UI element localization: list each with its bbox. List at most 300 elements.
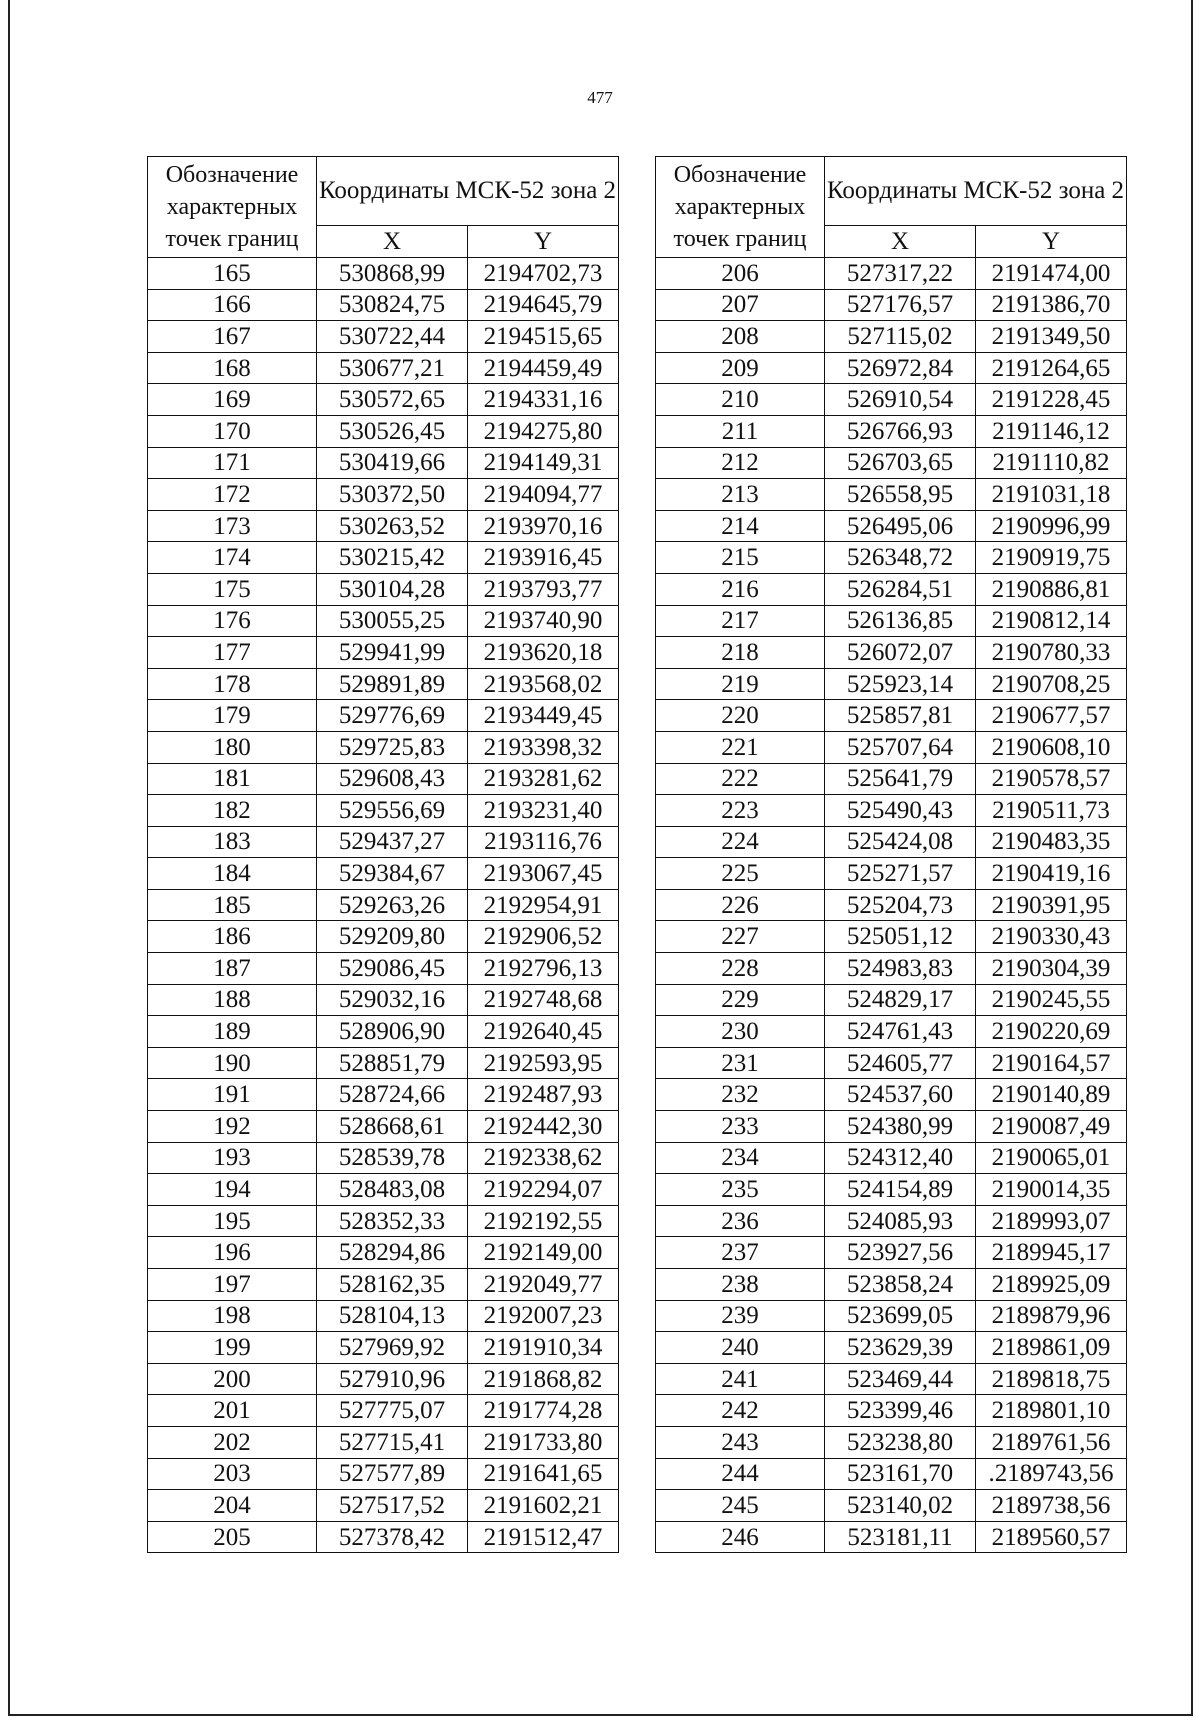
x-coordinate-cell: 529556,69: [317, 795, 468, 827]
x-coordinate-cell: 523399,46: [825, 1395, 976, 1427]
x-coordinate-cell: 526558,95: [825, 479, 976, 511]
table-row: [148, 858, 619, 890]
table-row: [656, 637, 1127, 669]
table-row: [148, 1269, 619, 1301]
point-number-cell: 222: [656, 763, 825, 795]
y-coordinate-cell: 2193116,76: [468, 826, 619, 858]
y-coordinate-cell: 2190780,33: [976, 637, 1127, 669]
y-coordinate-cell: 2193281,62: [468, 763, 619, 795]
y-coordinate-cell: 2190391,95: [976, 889, 1127, 921]
x-coordinate-cell: 527577,89: [317, 1458, 468, 1490]
table-row: [148, 921, 619, 953]
x-coordinate-cell: 524761,43: [825, 1016, 976, 1048]
point-number-cell: 235: [656, 1174, 825, 1206]
table-row: [656, 1174, 1127, 1206]
coordinates-table-right: [655, 156, 1127, 1553]
point-number-cell: 172: [148, 479, 317, 511]
x-coordinate-cell: 525271,57: [825, 858, 976, 890]
x-coordinate-cell: 525424,08: [825, 826, 976, 858]
y-coordinate-cell: 2193449,45: [468, 700, 619, 732]
table-row: [656, 953, 1127, 985]
point-number-cell: 191: [148, 1079, 317, 1111]
point-number-cell: 170: [148, 415, 317, 447]
y-coordinate-cell: .2189743,56: [976, 1458, 1127, 1490]
table-row: [148, 479, 619, 511]
table-row: [148, 1047, 619, 1079]
point-number-cell: 171: [148, 447, 317, 479]
y-coordinate-cell: 2190708,25: [976, 668, 1127, 700]
y-coordinate-cell: 2191641,65: [468, 1458, 619, 1490]
point-number-cell: 245: [656, 1490, 825, 1522]
point-number-cell: 218: [656, 637, 825, 669]
x-coordinate-cell: 530263,52: [317, 510, 468, 542]
point-number-cell: 237: [656, 1237, 825, 1269]
x-coordinate-cell: 527715,41: [317, 1426, 468, 1458]
point-number-cell: 221: [656, 731, 825, 763]
point-number-cell: 216: [656, 573, 825, 605]
y-coordinate-cell: 2189925,09: [976, 1269, 1127, 1301]
table-row: [148, 1174, 619, 1206]
y-coordinate-cell: 2191349,50: [976, 321, 1127, 353]
point-number-cell: 165: [148, 258, 317, 290]
x-coordinate-cell: 523181,11: [825, 1521, 976, 1553]
table-row: [656, 1269, 1127, 1301]
point-number-cell: 192: [148, 1111, 317, 1143]
y-coordinate-cell: 2194331,16: [468, 384, 619, 416]
x-coordinate-cell: 524537,60: [825, 1079, 976, 1111]
table-row: [656, 1300, 1127, 1332]
y-coordinate-cell: 2190220,69: [976, 1016, 1127, 1048]
table-row: [148, 1521, 619, 1553]
point-number-cell: 174: [148, 542, 317, 574]
point-number-cell: 208: [656, 321, 825, 353]
x-coordinate-cell: 524380,99: [825, 1111, 976, 1143]
point-number-cell: 203: [148, 1458, 317, 1490]
x-coordinate-cell: 525490,43: [825, 795, 976, 827]
y-coordinate-cell: 2193740,90: [468, 605, 619, 637]
x-coordinate-cell: 528294,86: [317, 1237, 468, 1269]
table-row: [148, 984, 619, 1016]
table-row: [148, 763, 619, 795]
y-coordinate-cell: 2190919,75: [976, 542, 1127, 574]
x-coordinate-cell: 525051,12: [825, 921, 976, 953]
point-number-cell: 241: [656, 1363, 825, 1395]
point-number-cell: 242: [656, 1395, 825, 1427]
table-row: [656, 858, 1127, 890]
table-row: [148, 1332, 619, 1364]
y-coordinate-cell: 2192338,62: [468, 1142, 619, 1174]
x-coordinate-cell: 523238,80: [825, 1426, 976, 1458]
table-row: [656, 731, 1127, 763]
x-coordinate-cell: 525923,14: [825, 668, 976, 700]
point-number-cell: 228: [656, 953, 825, 985]
y-coordinate-cell: 2191868,82: [468, 1363, 619, 1395]
point-number-cell: 188: [148, 984, 317, 1016]
point-number-cell: 215: [656, 542, 825, 574]
y-coordinate-cell: 2189560,57: [976, 1521, 1127, 1553]
point-number-cell: 231: [656, 1047, 825, 1079]
x-coordinate-cell: 529437,27: [317, 826, 468, 858]
point-number-cell: 213: [656, 479, 825, 511]
header-x-label: X: [317, 226, 468, 258]
point-number-cell: 199: [148, 1332, 317, 1364]
table-row: [148, 1205, 619, 1237]
y-coordinate-cell: 2192906,52: [468, 921, 619, 953]
table-row: [656, 415, 1127, 447]
header-point-label: Обозначение характерных точек границ: [656, 157, 825, 258]
x-coordinate-cell: 525707,64: [825, 731, 976, 763]
table-row: [656, 1363, 1127, 1395]
y-coordinate-cell: 2190065,01: [976, 1142, 1127, 1174]
point-number-cell: 187: [148, 953, 317, 985]
x-coordinate-cell: 530824,75: [317, 289, 468, 321]
x-coordinate-cell: 528539,78: [317, 1142, 468, 1174]
y-coordinate-cell: 2190812,14: [976, 605, 1127, 637]
y-coordinate-cell: 2190511,73: [976, 795, 1127, 827]
x-coordinate-cell: 526703,65: [825, 447, 976, 479]
y-coordinate-cell: 2190483,35: [976, 826, 1127, 858]
table-row: [148, 826, 619, 858]
table-row: [656, 1332, 1127, 1364]
point-number-cell: 229: [656, 984, 825, 1016]
point-number-cell: 194: [148, 1174, 317, 1206]
table-row: [148, 415, 619, 447]
table-row: [656, 321, 1127, 353]
table-row: [148, 384, 619, 416]
header-point-label: Обозначение характерных точек границ: [148, 157, 317, 258]
x-coordinate-cell: 523699,05: [825, 1300, 976, 1332]
y-coordinate-cell: 2191474,00: [976, 258, 1127, 290]
point-number-cell: 210: [656, 384, 825, 416]
table-row: [148, 1237, 619, 1269]
table-row: [148, 258, 619, 290]
y-coordinate-cell: 2190677,57: [976, 700, 1127, 732]
table-row: [148, 447, 619, 479]
x-coordinate-cell: 527378,42: [317, 1521, 468, 1553]
y-coordinate-cell: 2191386,70: [976, 289, 1127, 321]
x-coordinate-cell: 523161,70: [825, 1458, 976, 1490]
y-coordinate-cell: 2191512,47: [468, 1521, 619, 1553]
y-coordinate-cell: 2192487,93: [468, 1079, 619, 1111]
x-coordinate-cell: 528104,13: [317, 1300, 468, 1332]
y-coordinate-cell: 2194459,49: [468, 352, 619, 384]
x-coordinate-cell: 527910,96: [317, 1363, 468, 1395]
table-row: [148, 700, 619, 732]
x-coordinate-cell: 524085,93: [825, 1205, 976, 1237]
table-row: [656, 447, 1127, 479]
y-coordinate-cell: 2190304,39: [976, 953, 1127, 985]
y-coordinate-cell: 2190164,57: [976, 1047, 1127, 1079]
y-coordinate-cell: 2191733,80: [468, 1426, 619, 1458]
table-row: [656, 668, 1127, 700]
point-number-cell: 189: [148, 1016, 317, 1048]
x-coordinate-cell: 526910,54: [825, 384, 976, 416]
y-coordinate-cell: 2190886,81: [976, 573, 1127, 605]
table-row: [656, 1237, 1127, 1269]
point-number-cell: 201: [148, 1395, 317, 1427]
table-row: [148, 1016, 619, 1048]
point-number-cell: 209: [656, 352, 825, 384]
point-number-cell: 166: [148, 289, 317, 321]
table-row: [148, 668, 619, 700]
point-number-cell: 169: [148, 384, 317, 416]
y-coordinate-cell: 2190014,35: [976, 1174, 1127, 1206]
table-row: [148, 1300, 619, 1332]
y-coordinate-cell: 2191146,12: [976, 415, 1127, 447]
table-row: [656, 1142, 1127, 1174]
table-row: [656, 1395, 1127, 1427]
point-number-cell: 230: [656, 1016, 825, 1048]
y-coordinate-cell: 2189738,56: [976, 1490, 1127, 1522]
x-coordinate-cell: 524154,89: [825, 1174, 976, 1206]
table-row: [656, 605, 1127, 637]
point-number-cell: 181: [148, 763, 317, 795]
y-coordinate-cell: 2190330,43: [976, 921, 1127, 953]
point-number-cell: 240: [656, 1332, 825, 1364]
point-number-cell: 233: [656, 1111, 825, 1143]
y-coordinate-cell: 2194515,65: [468, 321, 619, 353]
y-coordinate-cell: 2192049,77: [468, 1269, 619, 1301]
table-row: [656, 763, 1127, 795]
table-row: [148, 1079, 619, 1111]
x-coordinate-cell: 529891,89: [317, 668, 468, 700]
y-coordinate-cell: 2190140,89: [976, 1079, 1127, 1111]
table-row: [148, 795, 619, 827]
table-row: [656, 542, 1127, 574]
table-row: [656, 1205, 1127, 1237]
x-coordinate-cell: 523629,39: [825, 1332, 976, 1364]
x-coordinate-cell: 527115,02: [825, 321, 976, 353]
x-coordinate-cell: 526072,07: [825, 637, 976, 669]
point-number-cell: 186: [148, 921, 317, 953]
x-coordinate-cell: 523858,24: [825, 1269, 976, 1301]
point-number-cell: 219: [656, 668, 825, 700]
point-number-cell: 193: [148, 1142, 317, 1174]
x-coordinate-cell: 525204,73: [825, 889, 976, 921]
point-number-cell: 227: [656, 921, 825, 953]
x-coordinate-cell: 530526,45: [317, 415, 468, 447]
table-row: [656, 700, 1127, 732]
table-row: [656, 1111, 1127, 1143]
x-coordinate-cell: 529086,45: [317, 953, 468, 985]
point-number-cell: 182: [148, 795, 317, 827]
x-coordinate-cell: 527517,52: [317, 1490, 468, 1522]
point-number-cell: 200: [148, 1363, 317, 1395]
y-coordinate-cell: 2190245,55: [976, 984, 1127, 1016]
table-body-left: [148, 258, 619, 1553]
y-coordinate-cell: 2189993,07: [976, 1205, 1127, 1237]
x-coordinate-cell: 530572,65: [317, 384, 468, 416]
table-row: [656, 510, 1127, 542]
y-coordinate-cell: 2191602,21: [468, 1490, 619, 1522]
y-coordinate-cell: 2189945,17: [976, 1237, 1127, 1269]
table-row: [148, 605, 619, 637]
y-coordinate-cell: 2192593,95: [468, 1047, 619, 1079]
table-row: [656, 1426, 1127, 1458]
point-number-cell: 178: [148, 668, 317, 700]
x-coordinate-cell: 529263,26: [317, 889, 468, 921]
header-coords-label: Координаты МСК-52 зона 2: [825, 157, 1127, 226]
point-number-cell: 234: [656, 1142, 825, 1174]
y-coordinate-cell: 2191228,45: [976, 384, 1127, 416]
header-y-label: Y: [468, 226, 619, 258]
x-coordinate-cell: 529608,43: [317, 763, 468, 795]
x-coordinate-cell: 523927,56: [825, 1237, 976, 1269]
point-number-cell: 184: [148, 858, 317, 890]
y-coordinate-cell: 2191031,18: [976, 479, 1127, 511]
x-coordinate-cell: 528352,33: [317, 1205, 468, 1237]
coordinates-table-left: [147, 156, 619, 1553]
point-number-cell: 211: [656, 415, 825, 447]
x-coordinate-cell: 529384,67: [317, 858, 468, 890]
x-coordinate-cell: 530419,66: [317, 447, 468, 479]
point-number-cell: 217: [656, 605, 825, 637]
y-coordinate-cell: 2194645,79: [468, 289, 619, 321]
table-row: [148, 321, 619, 353]
x-coordinate-cell: 526284,51: [825, 573, 976, 605]
x-coordinate-cell: 524312,40: [825, 1142, 976, 1174]
y-coordinate-cell: 2193916,45: [468, 542, 619, 574]
point-number-cell: 177: [148, 637, 317, 669]
header-x-label: X: [825, 226, 976, 258]
x-coordinate-cell: 530677,21: [317, 352, 468, 384]
y-coordinate-cell: 2193231,40: [468, 795, 619, 827]
y-coordinate-cell: 2193970,16: [468, 510, 619, 542]
table-row: [148, 731, 619, 763]
point-number-cell: 204: [148, 1490, 317, 1522]
y-coordinate-cell: 2194702,73: [468, 258, 619, 290]
x-coordinate-cell: 526495,06: [825, 510, 976, 542]
table-row: [148, 289, 619, 321]
y-coordinate-cell: 2193568,02: [468, 668, 619, 700]
table-row: [148, 573, 619, 605]
y-coordinate-cell: 2193398,32: [468, 731, 619, 763]
table-row: [656, 384, 1127, 416]
point-number-cell: 196: [148, 1237, 317, 1269]
x-coordinate-cell: 529776,69: [317, 700, 468, 732]
x-coordinate-cell: 525857,81: [825, 700, 976, 732]
x-coordinate-cell: 530722,44: [317, 321, 468, 353]
y-coordinate-cell: 2190087,49: [976, 1111, 1127, 1143]
table-row: [148, 352, 619, 384]
point-number-cell: 205: [148, 1521, 317, 1553]
table-row: [148, 510, 619, 542]
point-number-cell: 173: [148, 510, 317, 542]
y-coordinate-cell: 2190578,57: [976, 763, 1127, 795]
y-coordinate-cell: 2191910,34: [468, 1332, 619, 1364]
point-number-cell: 239: [656, 1300, 825, 1332]
point-number-cell: 236: [656, 1205, 825, 1237]
table-row: [148, 1111, 619, 1143]
table-row: [148, 953, 619, 985]
x-coordinate-cell: 529725,83: [317, 731, 468, 763]
table-row: [148, 889, 619, 921]
x-coordinate-cell: 530055,25: [317, 605, 468, 637]
point-number-cell: 185: [148, 889, 317, 921]
point-number-cell: 246: [656, 1521, 825, 1553]
y-coordinate-cell: 2190996,99: [976, 510, 1127, 542]
table-row: [148, 1458, 619, 1490]
y-coordinate-cell: 2192796,13: [468, 953, 619, 985]
y-coordinate-cell: 2190608,10: [976, 731, 1127, 763]
y-coordinate-cell: 2192640,45: [468, 1016, 619, 1048]
table-row: [148, 1426, 619, 1458]
header-y-label: Y: [976, 226, 1127, 258]
table-row: [656, 479, 1127, 511]
y-coordinate-cell: 2191774,28: [468, 1395, 619, 1427]
y-coordinate-cell: 2192748,68: [468, 984, 619, 1016]
x-coordinate-cell: 528724,66: [317, 1079, 468, 1111]
x-coordinate-cell: 526766,93: [825, 415, 976, 447]
table-row: [656, 826, 1127, 858]
header-coords-label: Координаты МСК-52 зона 2: [317, 157, 619, 226]
x-coordinate-cell: 527969,92: [317, 1332, 468, 1364]
point-number-cell: 207: [656, 289, 825, 321]
point-number-cell: 179: [148, 700, 317, 732]
y-coordinate-cell: 2191264,65: [976, 352, 1127, 384]
table-body-right: [656, 258, 1127, 1553]
x-coordinate-cell: 530215,42: [317, 542, 468, 574]
point-number-cell: 226: [656, 889, 825, 921]
point-number-cell: 212: [656, 447, 825, 479]
y-coordinate-cell: 2192294,07: [468, 1174, 619, 1206]
table-row: [148, 1490, 619, 1522]
point-number-cell: 244: [656, 1458, 825, 1490]
point-number-cell: 238: [656, 1269, 825, 1301]
table-row: [148, 1363, 619, 1395]
table-row: [656, 795, 1127, 827]
table-row: [656, 1079, 1127, 1111]
point-number-cell: 202: [148, 1426, 317, 1458]
y-coordinate-cell: 2193067,45: [468, 858, 619, 890]
x-coordinate-cell: 528906,90: [317, 1016, 468, 1048]
point-number-cell: 232: [656, 1079, 825, 1111]
table-row: [148, 542, 619, 574]
y-coordinate-cell: 2194275,80: [468, 415, 619, 447]
y-coordinate-cell: 2191110,82: [976, 447, 1127, 479]
table-row: [656, 1490, 1127, 1522]
y-coordinate-cell: 2190419,16: [976, 858, 1127, 890]
table-row: [656, 889, 1127, 921]
table-row: [656, 1521, 1127, 1553]
table-row: [656, 1016, 1127, 1048]
x-coordinate-cell: 529032,16: [317, 984, 468, 1016]
x-coordinate-cell: 525641,79: [825, 763, 976, 795]
table-row: [148, 1395, 619, 1427]
x-coordinate-cell: 530104,28: [317, 573, 468, 605]
y-coordinate-cell: 2193620,18: [468, 637, 619, 669]
point-number-cell: 190: [148, 1047, 317, 1079]
y-coordinate-cell: 2192007,23: [468, 1300, 619, 1332]
y-coordinate-cell: 2189761,56: [976, 1426, 1127, 1458]
y-coordinate-cell: 2192149,00: [468, 1237, 619, 1269]
y-coordinate-cell: 2189879,96: [976, 1300, 1127, 1332]
point-number-cell: 183: [148, 826, 317, 858]
point-number-cell: 176: [148, 605, 317, 637]
point-number-cell: 220: [656, 700, 825, 732]
table-row: [656, 352, 1127, 384]
x-coordinate-cell: 524983,83: [825, 953, 976, 985]
table-row: [148, 637, 619, 669]
x-coordinate-cell: 527176,57: [825, 289, 976, 321]
x-coordinate-cell: 526136,85: [825, 605, 976, 637]
point-number-cell: 175: [148, 573, 317, 605]
x-coordinate-cell: 523140,02: [825, 1490, 976, 1522]
y-coordinate-cell: 2192442,30: [468, 1111, 619, 1143]
point-number-cell: 195: [148, 1205, 317, 1237]
y-coordinate-cell: 2194094,77: [468, 479, 619, 511]
table-row: [656, 921, 1127, 953]
